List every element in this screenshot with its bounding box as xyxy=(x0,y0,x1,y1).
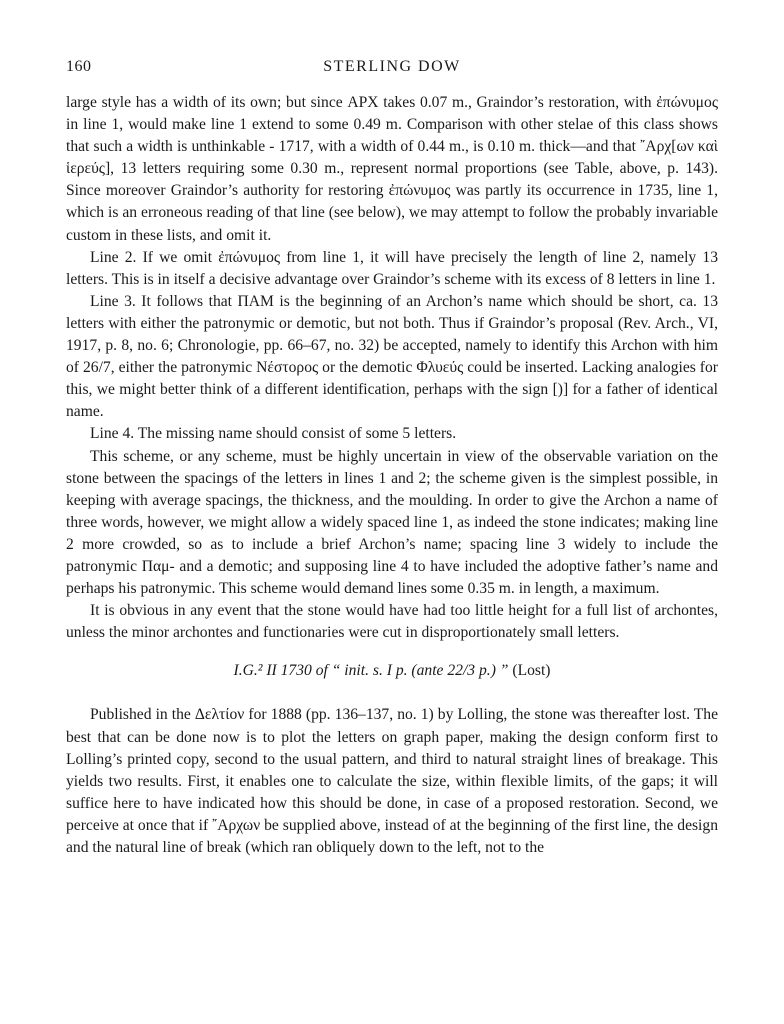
paragraph: Line 2. If we omit ἐπώνυμος from line 1, it will have precisely the length of line 2, namely 13 letters. This is in itself a decisive advantage over Graindor’s scheme with its excess of 8 letters in line 1. xyxy=(66,248,718,288)
paragraph: Published in the Δελτίον for 1888 (pp. 136–137, no. 1) by Lolling, the stone was thereafter lost. The best that can be done now is to plot the letters on graph paper, making the design conform first to Lolling’s printed copy, second to the usual pattern, and third to natural straight lines of breakage. This yields two results. First, it enables one to calculate the size, within flexible limits, of the gaps; it will suffice here to have indicated how this should be done, in case of a proposed restoration. Second, we perceive at once that if ῎Αρχων be supplied above, instead of at the beginning of the first line, the design and the natural line of break (which ran obliquely down to the left, not to the xyxy=(66,706,718,856)
paragraph: It is obvious in any event that the stone would have had too little height for a full list of archontes, unless the minor archontes and functionaries were cut in disproportionately small letters. xyxy=(66,602,718,642)
running-head-title: STERLING DOW xyxy=(323,58,461,75)
paragraph: large style has a width of its own; but since ΑΡΧ takes 0.07 m., Graindor’s restoration, with ἐπώνυμος in line 1, would make line 1 extend to some 0.49 m. Comparison with other stelae of this class shows that such a width is unthinkable - 1717, with a width of 0.44 m., is 0.10 m. thick—and that ῎Αρχ[ων καὶ ἱερεύς], 13 letters requiring some 0.30 m., represent normal proportions (see Table, above, p. 143). Since moreover Graindor’s authority for restoring ἐπώνυμος was partly its occurrence in 1735, line 1, which is an erroneous reading of that line (see below), we may attempt to follow the probably invariable custom in these lists, and omit it. xyxy=(66,94,718,244)
paragraph: Line 4. The missing name should consist of some 5 letters. xyxy=(90,425,457,443)
section-heading-status: (Lost) xyxy=(512,662,551,680)
section-heading xyxy=(66,660,718,682)
page-number: 160 xyxy=(66,58,92,75)
paragraph: Line 3. It follows that ΠΑΜ is the beginning of an Archon’s name which should be short, ca. 13 letters with either the patronymic or demotic, but not both. Thus if Graindor’s proposal (Rev. Arch., VI, 1917, p. 8, no. 6; Chronologie, pp. 66–67, no. 32) be accepted, namely to identify this Archon with him of 26/7, either the patronymic Νέστορος or the demotic Φλυεύς could be inserted. Lacking analogies for this, we might better think of a different identification, perhaps with the sign [)] for a father of identical name. xyxy=(66,292,718,421)
paragraph: This scheme, or any scheme, must be highly uncertain in view of the observable variation on the stone between the spacings of the letters in lines 1 and 2; the scheme given is the simplest possible, in keeping with average spacings, the thickness, and the moulding. In order to give the Archon a name of three words, however, we might allow a widely spaced line 1, as indeed the stone indicates; making line 2 more crowded, so as to include a brief Archon’s name; spacing line 3 widely to include the patronymic Παμ- and a demotic; and supposing line 4 to have included the adoptive father’s name and perhaps his patronymic. This scheme would demand lines some 0.35 m. in length, a maximum. xyxy=(66,447,718,598)
section-heading-title: I.G.² II 1730 of “ init. s. I p. (ante 22/3 p.) ” xyxy=(233,662,509,680)
body-text xyxy=(66,92,718,859)
running-header xyxy=(66,58,718,82)
